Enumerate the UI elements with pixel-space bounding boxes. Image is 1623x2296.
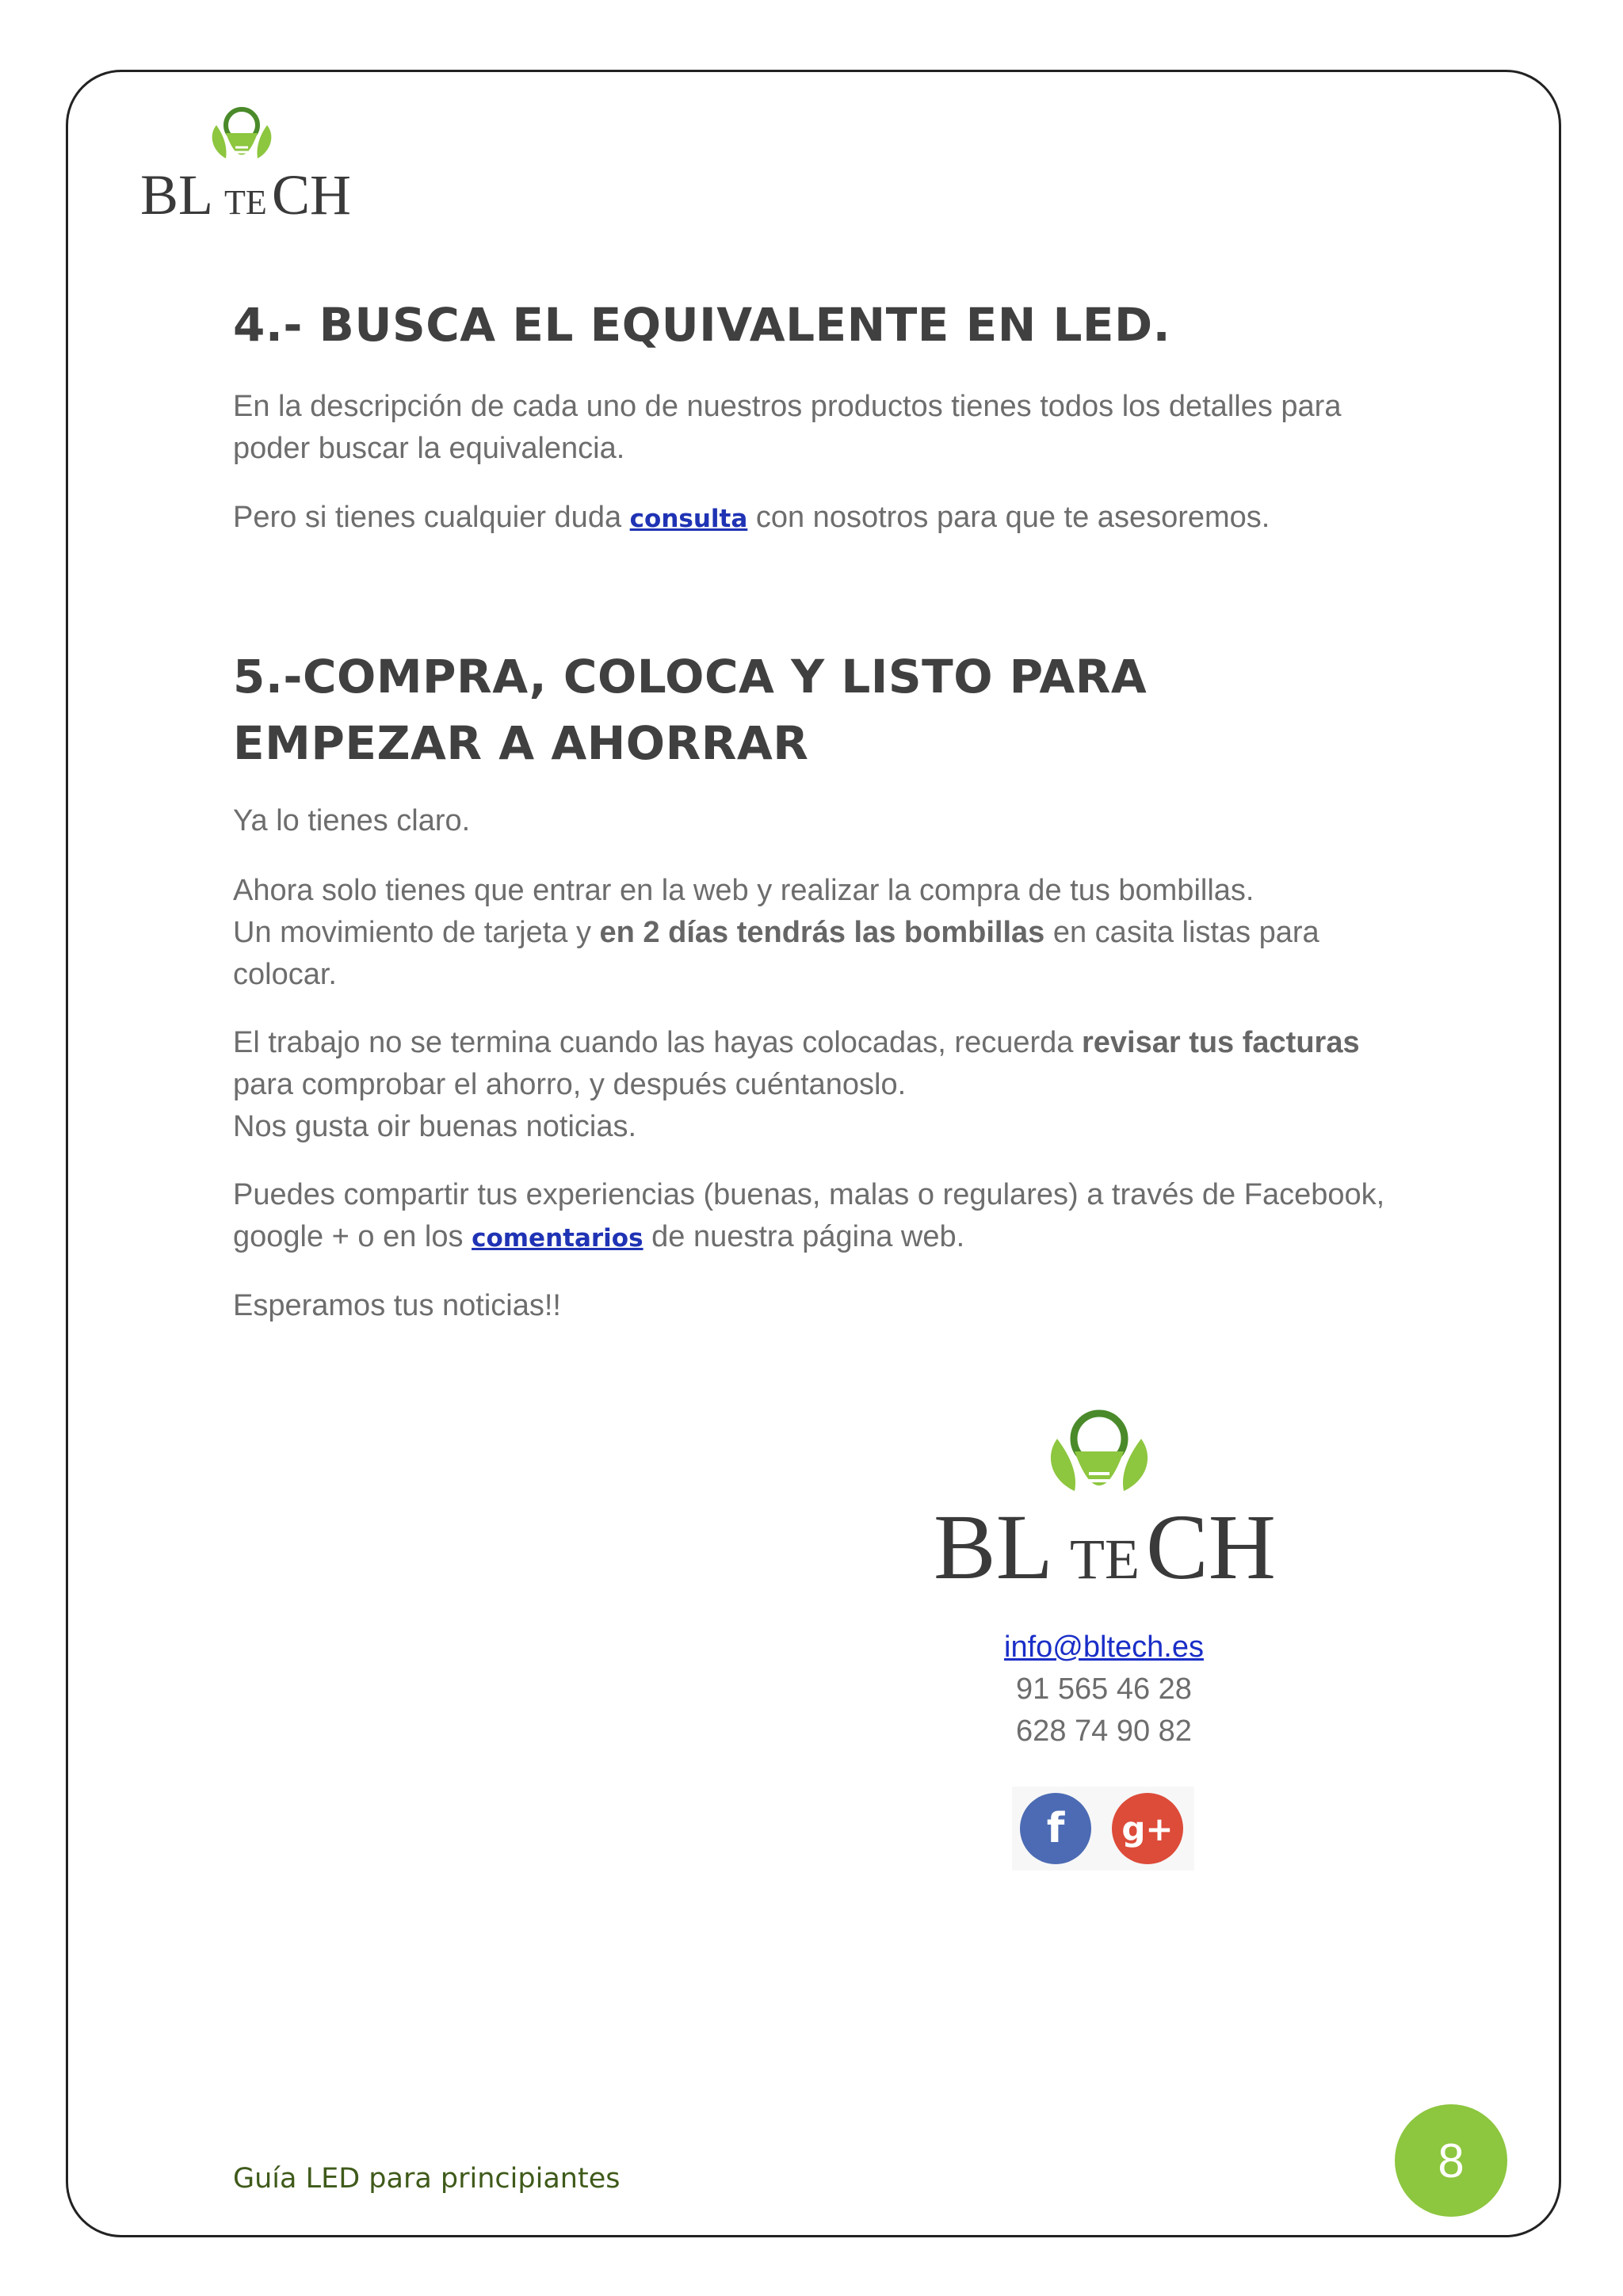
google-plus-icon[interactable]: g+ — [1112, 1793, 1183, 1864]
section5-paragraph-5: Esperamos tus noticias!! — [233, 1289, 561, 1322]
footer-text: Guía LED para principiantes — [233, 2163, 621, 2195]
logo-text-left: BL — [140, 163, 214, 220]
section4-heading: 4.- BUSCA EL EQUIVALENTE EN LED. — [233, 298, 1171, 352]
section5-paragraph-4: Puedes compartir tus experiencias (buenas, malas o regulares) a través de Facebook, google + o en los comentarios de nuestra página web. — [233, 1178, 1385, 1253]
bltech-logo — [139, 101, 369, 220]
section5-heading: 5.-COMPRA, COLOCA Y LISTO PARA EMPEZAR A AHORRAR — [233, 650, 1148, 770]
email-link[interactable]: info@bltech.es — [1004, 1630, 1204, 1664]
section5-paragraph-2: Ahora solo tienes que entrar en la web y realizar la compra de tus bombillas. Un movimiento de tarjeta y en 2 días tendrás las bombillas en casita listas para colocar. — [233, 874, 1319, 991]
section5-paragraph-1: Ya lo tienes claro. — [233, 804, 471, 837]
section4-paragraph-1: En la descripción de cada uno de nuestros productos tienes todos los detalles para poder buscar la equivalencia. — [233, 390, 1342, 465]
comentarios-link[interactable]: comentarios — [472, 1224, 643, 1253]
phone-landline: 91 565 46 28 — [1016, 1672, 1192, 1706]
logo-large-text-mid: TE — [1070, 1527, 1140, 1585]
consulta-link[interactable]: consulta — [629, 505, 748, 533]
social-icons — [1012, 1787, 1194, 1871]
logo-text-mid: TE — [224, 183, 267, 220]
facebook-icon[interactable]: f — [1020, 1793, 1091, 1864]
page-number-badge: 8 — [1395, 2104, 1507, 2217]
section4-paragraph-2: Pero si tienes cualquier duda consulta con nosotros para que te asesoremos. — [233, 501, 1270, 534]
contact-block — [934, 1627, 1274, 1753]
logo-large-text-right: CH — [1146, 1495, 1276, 1585]
logo-large-text-left: BL — [934, 1495, 1053, 1585]
bltech-logo-large — [934, 1402, 1298, 1585]
logo-text-right: CH — [272, 163, 352, 220]
section5-paragraph-3: El trabajo no se termina cuando las hayas colocadas, recuerda revisar tus facturas para comprobar el ahorro, y después cuéntanoslo. Nos gusta oir buenas noticias. — [233, 1026, 1360, 1143]
phone-mobile: 628 74 90 82 — [1016, 1714, 1192, 1748]
